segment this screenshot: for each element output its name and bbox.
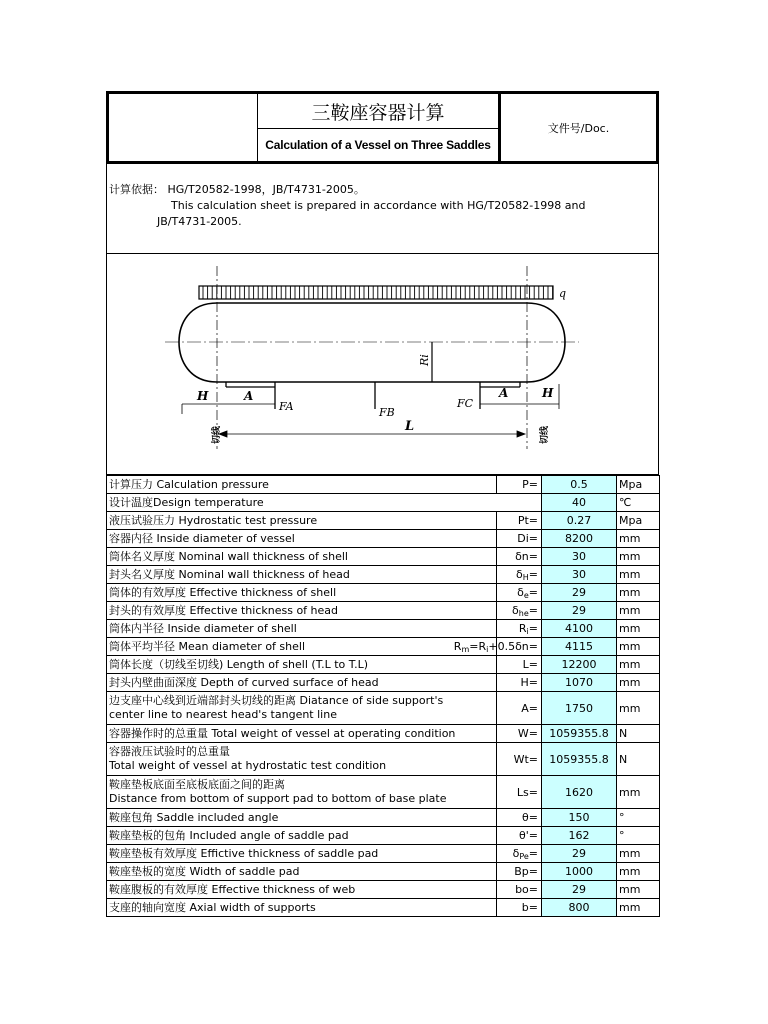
label-tangent-right: 切线 <box>540 425 550 444</box>
row-value[interactable]: 12200 <box>542 656 617 674</box>
logo-cell <box>109 94 258 161</box>
basis-line-1: 计算依据： HG/T20582-1998，JB/T4731-2005。 <box>109 183 365 196</box>
saddle-supports <box>226 382 520 409</box>
label-h-right: H <box>542 386 554 400</box>
row-description: 鞍座包角 Saddle included angle <box>107 809 497 827</box>
row-description-line-2: Distance from bottom of support pad to bottom of base plate <box>109 792 447 805</box>
table-row <box>107 881 660 899</box>
label-q: q <box>559 287 567 300</box>
row-value[interactable]: 1000 <box>542 863 617 881</box>
row-value[interactable]: 8200 <box>542 530 617 548</box>
table-row <box>107 476 660 494</box>
row-symbol: b= <box>497 899 542 917</box>
row-symbol: $R_i=$ <box>497 620 542 638</box>
table-row <box>107 776 660 809</box>
row-description: 容器内径 Inside diameter of vessel <box>107 530 497 548</box>
design-data-table <box>106 475 660 917</box>
row-value[interactable]: 29 <box>542 881 617 899</box>
row-value[interactable]: 29 <box>542 845 617 863</box>
table-row <box>107 809 660 827</box>
label-fa: FA <box>279 400 294 413</box>
row-unit: ° <box>617 809 660 827</box>
row-symbol: Di= <box>497 530 542 548</box>
row-value[interactable]: 29 <box>542 584 617 602</box>
row-unit: mm <box>617 620 660 638</box>
title-cell <box>258 94 501 161</box>
table-row <box>107 494 660 512</box>
row-description: 筒体名义厚度 Nominal wall thickness of shell <box>107 548 497 566</box>
row-value[interactable]: 30 <box>542 548 617 566</box>
row-value[interactable]: 4115 <box>542 638 617 656</box>
row-unit: N <box>617 743 660 776</box>
label-tangent-left: 切线 <box>212 425 222 444</box>
row-unit: mm <box>617 584 660 602</box>
table-row <box>107 602 660 620</box>
table-row <box>107 620 660 638</box>
row-description: 支座的轴向宽度 Axial width of supports <box>107 899 497 917</box>
row-symbol: $\delta_e=$ <box>497 584 542 602</box>
row-unit: mm <box>617 602 660 620</box>
row-unit: mm <box>617 566 660 584</box>
table-row <box>107 656 660 674</box>
table-row <box>107 827 660 845</box>
row-value[interactable]: 40 <box>542 494 617 512</box>
row-symbol: Bp= <box>497 863 542 881</box>
row-unit: mm <box>617 692 660 725</box>
row-unit: mm <box>617 638 660 656</box>
table-row <box>107 743 660 776</box>
table-row <box>107 674 660 692</box>
row-symbol: $\delta_{Pe}=$ <box>497 845 542 863</box>
row-description-line-1: 鞍座垫板底面至底板底面之间的距离 <box>109 778 285 791</box>
title-zh: 三鞍座容器计算 <box>258 94 498 129</box>
row-symbol: $R_m=R_i+0.5\delta n=$ <box>497 638 542 656</box>
row-symbol: δn= <box>497 548 542 566</box>
row-description: 鞍座腹板的有效厚度 Effective thickness of web <box>107 881 497 899</box>
table-row <box>107 692 660 725</box>
row-description: 鞍座垫板的包角 Included angle of saddle pad <box>107 827 497 845</box>
row-description <box>107 692 497 725</box>
row-unit: ℃ <box>617 494 660 512</box>
row-symbol: $\delta_{he}=$ <box>497 602 542 620</box>
row-symbol: Ls= <box>497 776 542 809</box>
table-row <box>107 845 660 863</box>
row-description <box>107 743 497 776</box>
title-en: Calculation of a Vessel on Three Saddles <box>265 138 491 152</box>
row-symbol: H= <box>497 674 542 692</box>
tangent-lines <box>217 266 527 449</box>
row-unit: mm <box>617 899 660 917</box>
row-description: 筒体内半径 Inside diameter of shell <box>107 620 497 638</box>
label-l: L <box>405 419 415 434</box>
row-description: 鞍座垫板的宽度 Width of saddle pad <box>107 863 497 881</box>
row-symbol: bo= <box>497 881 542 899</box>
row-value[interactable]: 1750 <box>542 692 617 725</box>
row-value[interactable]: 162 <box>542 827 617 845</box>
table-row <box>107 638 660 656</box>
basis-line-3: JB/T4731-2005. <box>157 215 242 228</box>
calculation-sheet <box>106 91 659 917</box>
row-symbol: $\delta_H=$ <box>497 566 542 584</box>
table-row <box>107 863 660 881</box>
row-value[interactable]: 0.27 <box>542 512 617 530</box>
row-unit: mm <box>617 863 660 881</box>
table-row <box>107 899 660 917</box>
basis-line-2: This calculation sheet is prepared in accordance with HG/T20582-1998 and <box>171 199 586 212</box>
table-row <box>107 725 660 743</box>
table-row <box>107 584 660 602</box>
row-unit: Mpa <box>617 476 660 494</box>
row-description: 筒体平均半径 Mean diameter of shell <box>107 638 497 656</box>
row-description: 液压试验压力 Hydrostatic test pressure <box>107 512 497 530</box>
row-unit: N <box>617 725 660 743</box>
row-value[interactable]: 1059355.8 <box>542 743 617 776</box>
row-description-line-2: center line to nearest head's tangent line <box>109 708 337 721</box>
label-a-left: A <box>244 389 254 403</box>
row-symbol: P= <box>497 476 542 494</box>
row-symbol: A= <box>497 692 542 725</box>
row-symbol: θ= <box>497 809 542 827</box>
row-unit: mm <box>617 656 660 674</box>
row-description: 封头内壁曲面深度 Depth of curved surface of head <box>107 674 497 692</box>
calculation-basis <box>106 164 659 254</box>
row-value[interactable]: 30 <box>542 566 617 584</box>
label-a-right: A <box>499 386 509 400</box>
row-value[interactable]: 150 <box>542 809 617 827</box>
row-description: 封头的有效厚度 Effective thickness of head <box>107 602 497 620</box>
row-description: 容器操作时的总重量 Total weight of vessel at operating condition <box>107 725 497 743</box>
doc-number-cell: 文件号/Doc. <box>547 121 610 135</box>
row-value[interactable]: 800 <box>542 899 617 917</box>
vessel-diagram <box>106 254 659 475</box>
row-description-line-1: 容器液压试验时的总重量 <box>109 745 230 758</box>
table-row <box>107 530 660 548</box>
row-description: 封头名义厚度 Nominal wall thickness of head <box>107 566 497 584</box>
row-symbol: θ'= <box>497 827 542 845</box>
row-value[interactable]: 1620 <box>542 776 617 809</box>
row-value[interactable]: 29 <box>542 602 617 620</box>
table-row <box>107 548 660 566</box>
row-symbol: Wt= <box>497 743 542 776</box>
label-ri: Ri <box>418 354 431 366</box>
row-description: 筒体长度（切线至切线) Length of shell (T.L to T.L) <box>107 656 497 674</box>
label-fb: FB <box>379 406 395 419</box>
row-description: 筒体的有效厚度 Effective thickness of shell <box>107 584 497 602</box>
vessel-sketch <box>107 254 658 474</box>
row-unit: mm <box>617 530 660 548</box>
row-description-line-2: Total weight of vessel at hydrostatic test condition <box>109 759 387 772</box>
row-value[interactable]: 1059355.8 <box>542 725 617 743</box>
row-unit: mm <box>617 845 660 863</box>
row-description: 设计温度Design temperature <box>107 494 542 512</box>
header-block <box>106 91 659 164</box>
row-symbol: Pt= <box>497 512 542 530</box>
row-unit: ° <box>617 827 660 845</box>
label-h-left: H <box>197 389 209 403</box>
row-value[interactable]: 1070 <box>542 674 617 692</box>
table-row <box>107 512 660 530</box>
table-row <box>107 566 660 584</box>
row-value[interactable]: 0.5 <box>542 476 617 494</box>
row-description: 鞍座垫板有效厚度 Effictive thickness of saddle pad <box>107 845 497 863</box>
vessel-outline <box>179 303 565 382</box>
row-description <box>107 776 497 809</box>
row-symbol: W= <box>497 725 542 743</box>
row-symbol: L= <box>497 656 542 674</box>
row-description-line-1: 边支座中心线到近端部封头切线的距离 Diatance of side support's <box>109 694 444 707</box>
dimension-l <box>219 431 525 437</box>
row-unit: mm <box>617 881 660 899</box>
label-fc: FC <box>457 397 474 410</box>
row-description: 计算压力 Calculation pressure <box>107 476 497 494</box>
row-unit: mm <box>617 776 660 809</box>
row-unit: mm <box>617 548 660 566</box>
row-value[interactable]: 4100 <box>542 620 617 638</box>
row-unit: Mpa <box>617 512 660 530</box>
distributed-load-q <box>199 286 553 299</box>
row-unit: mm <box>617 674 660 692</box>
